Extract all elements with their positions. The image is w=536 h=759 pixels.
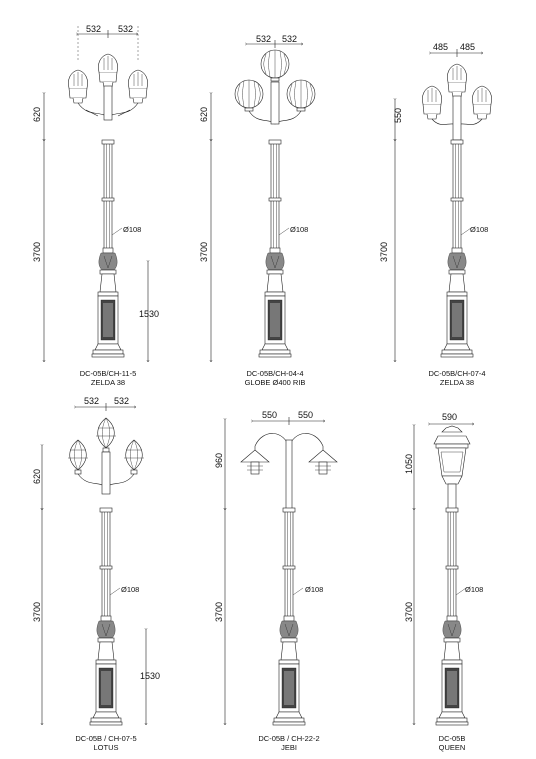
lamp-6-head-height-dim: 1050 [404, 453, 414, 474]
lamp-drawing-3 [395, 49, 492, 362]
lamp-5-arm-right-dim: 550 [298, 410, 314, 420]
lamp-5-head-height-dim: 960 [214, 452, 224, 468]
lamp-6-pole-height-dim: 3700 [404, 601, 414, 622]
lamp-6-diameter-dim: Ø108 [465, 585, 484, 594]
lamp-2-name: GLOBE Ø400 RIB [244, 378, 306, 387]
lamp-2-arm-right-dim: 532 [282, 34, 298, 44]
lamp-5-name: JEBI [281, 743, 297, 752]
lamp-drawing-4 [42, 403, 146, 725]
lamp-4-head-height-dim: 620 [32, 468, 42, 484]
lamp-4-pole-height-dim: 3700 [32, 601, 42, 622]
lamp-1-arm-left-dim: 532 [86, 24, 102, 34]
lamp-5-code: DC-05B / CH-22-2 [258, 734, 320, 743]
lamp-5-arm-left-dim: 550 [262, 410, 278, 420]
lamp-4-base-height-dim: 1530 [140, 671, 161, 681]
lamp-drawing-5 [225, 417, 337, 725]
lamp-3-arm-left-dim: 485 [433, 42, 449, 52]
lamp-3-pole-height-dim: 3700 [379, 241, 389, 262]
lamp-3-head-height-dim: 550 [393, 107, 403, 123]
lamp-5-diameter-dim: Ø108 [305, 585, 324, 594]
lamp-drawing-1 [44, 26, 148, 362]
lamp-1-code: DC-05B/CH-11-5 [79, 369, 137, 378]
lamp-3-code: DC-05B/CH-07-4 [428, 369, 486, 378]
lamp-2-pole-height-dim: 3700 [199, 241, 209, 262]
lamp-4-diameter-dim: Ø108 [121, 585, 140, 594]
lamp-3-arm-right-dim: 485 [460, 42, 476, 52]
lamp-4-arm-right-dim: 532 [114, 396, 130, 406]
lamp-1-name: ZELDA 38 [90, 378, 126, 387]
lamp-1-arm-right-dim: 532 [118, 24, 134, 34]
lamp-3-name: ZELDA 38 [439, 378, 475, 387]
lamp-2-code: DC-05B/CH-04-4 [246, 369, 304, 378]
lamp-drawing-6 [414, 424, 474, 725]
lamp-2-head-height-dim: 620 [199, 106, 209, 122]
lamp-5-pole-height-dim: 3700 [214, 601, 224, 622]
lamp-6-name: QUEEN [438, 743, 466, 752]
lamp-3-diameter-dim: Ø108 [470, 225, 489, 234]
lamp-1-diameter-dim: Ø108 [123, 225, 142, 234]
lamp-6-arm-width-dim: 590 [442, 412, 458, 422]
lamp-4-code: DC-05B / CH-07-5 [75, 734, 137, 743]
lamp-2-arm-left-dim: 532 [256, 34, 272, 44]
lamp-1-pole-height-dim: 3700 [32, 241, 42, 262]
lamp-drawing-2 [211, 40, 315, 362]
lamp-4-arm-left-dim: 532 [84, 396, 100, 406]
lamp-1-head-height-dim: 620 [32, 106, 42, 122]
lamp-2-diameter-dim: Ø108 [290, 225, 309, 234]
lamp-4-name: LOTUS [93, 743, 119, 752]
lamp-1-base-height-dim: 1530 [139, 309, 160, 319]
lamp-6-code: DC-05B [438, 734, 466, 743]
